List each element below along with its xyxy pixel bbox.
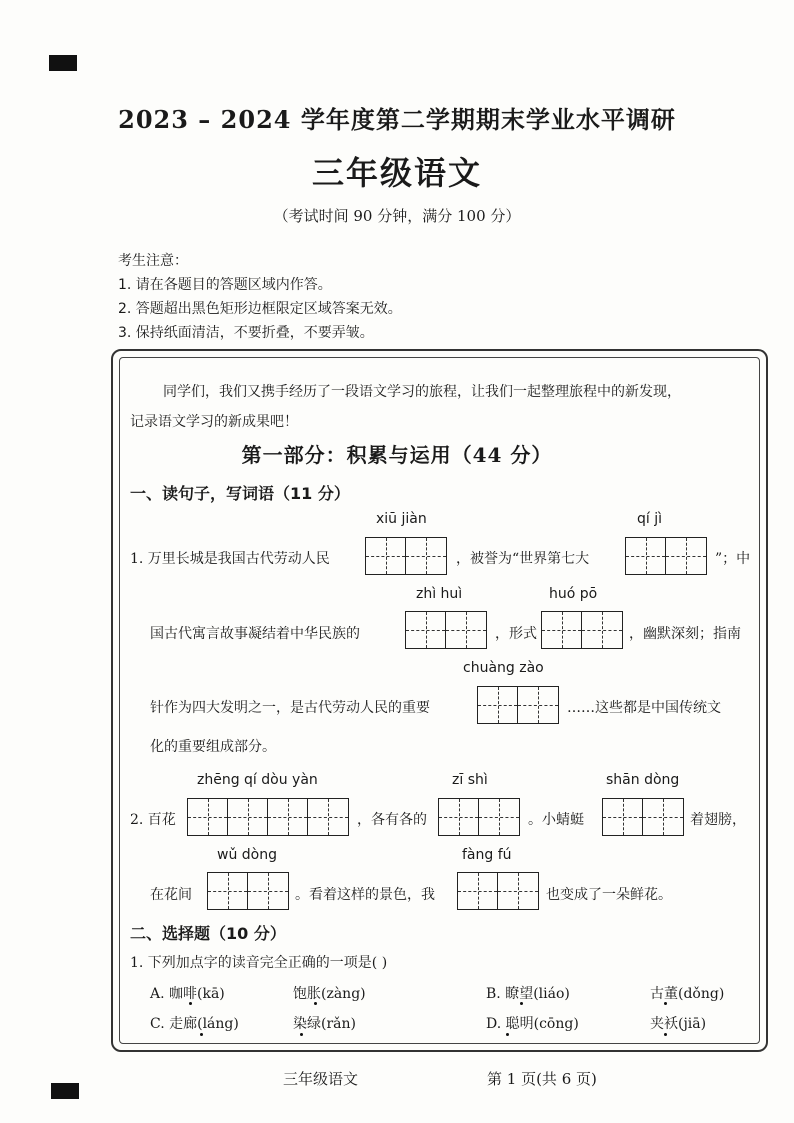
writing-grid[interactable] (541, 611, 623, 649)
writing-grid[interactable] (365, 537, 447, 575)
question-text: 着翅膀， (690, 812, 746, 828)
pinyin-label: huó pō (549, 586, 598, 602)
writing-grid[interactable] (438, 798, 520, 836)
part-title: 第一部分：积累与运用（44 分） (241, 443, 553, 467)
question-text: 1. 下列加点字的读音完全正确的一项是( ) (130, 955, 388, 971)
emphasis-dot (300, 1033, 303, 1036)
question-text: ，形式 (495, 626, 537, 642)
emphasis-dot (520, 1002, 523, 1005)
notice-item: 2. 答题超出黑色矩形边框限定区域答案无效。 (118, 301, 402, 317)
question-text: ，被誉为“世界第七大 (456, 551, 590, 567)
question-text: 。小蜻蜓 (528, 812, 584, 828)
emphasis-dot (314, 1002, 317, 1005)
writing-grid[interactable] (457, 872, 539, 910)
question-text: 在花间 (150, 887, 192, 903)
option-b-word: 古董(dǒng) (650, 986, 725, 1002)
question-text: 国古代寓言故事凝结着中华民族的 (150, 626, 360, 642)
pinyin-label: zī shì (452, 772, 488, 788)
question-text: ”；中 (715, 551, 751, 567)
registration-mark-top (49, 55, 77, 71)
notice-item: 1. 请在各题目的答题区域内作答。 (118, 277, 332, 293)
emphasis-dot (506, 1033, 509, 1036)
question-text: ，各有各的 (357, 812, 427, 828)
emphasis-dot (189, 1002, 192, 1005)
writing-grid[interactable] (405, 611, 487, 649)
question-text: ……这些都是中国传统文 (567, 700, 721, 716)
exam-info: （考试时间 90 分钟，满分 100 分） (273, 207, 521, 225)
question-text: 也变成了一朵鲜花。 (546, 887, 672, 903)
pinyin-label: qí jì (637, 511, 663, 527)
pinyin-label: xiū jiàn (376, 511, 427, 527)
option-b[interactable]: B. 瞭望(liáo) (486, 986, 570, 1002)
option-a[interactable]: A. 咖啡(kā) (150, 986, 225, 1002)
question-text: 针作为四大发明之一，是古代劳动人民的重要 (150, 700, 430, 716)
intro-line: 记录语文学习的新成果吧！ (130, 414, 298, 430)
subject-title: 三年级语文 (311, 154, 482, 192)
section-title: 一、读句子，写词语（11 分） (130, 484, 350, 503)
footer-subject: 三年级语文 (283, 1070, 359, 1088)
option-a-word: 饱胀(zàng) (293, 986, 366, 1002)
pinyin-label: zhì huì (416, 586, 463, 602)
exam-title: 2023 – 2024 学年度第二学期期末学业水平调研 (118, 105, 676, 134)
pinyin-label: zhēng qí dòu yàn (197, 772, 318, 788)
question-text: ，幽默深刻；指南 (629, 626, 741, 642)
question-text: 化的重要组成部分。 (150, 739, 276, 755)
emphasis-dot (664, 1002, 667, 1005)
pinyin-label: wǔ dòng (217, 847, 277, 863)
notice-item: 3. 保持纸面清洁，不要折叠，不要弄皱。 (118, 325, 374, 341)
section-title: 二、选择题（10 分） (130, 924, 286, 943)
footer-page-number: 第 1 页(共 6 页) (487, 1070, 597, 1088)
notice-heading: 考生注意： (118, 253, 188, 269)
writing-grid[interactable] (602, 798, 684, 836)
emphasis-dot (200, 1033, 203, 1036)
question-text: 2. 百花 (130, 812, 176, 828)
pinyin-label: shān dòng (606, 772, 680, 788)
question-text: 。看着这样的景色，我 (295, 887, 435, 903)
writing-grid[interactable] (477, 686, 559, 724)
registration-mark-bottom (51, 1083, 79, 1099)
writing-grid[interactable] (187, 798, 349, 836)
option-c-word: 染绿(rǎn) (293, 1016, 356, 1032)
intro-line: 同学们，我们又携手经历了一段语文学习的旅程，让我们一起整理旅程中的新发现， (163, 384, 681, 400)
option-d[interactable]: D. 聪明(cōng) (486, 1016, 579, 1032)
emphasis-dot (664, 1033, 667, 1036)
option-c[interactable]: C. 走廊(láng) (150, 1016, 239, 1032)
question-text: 1. 万里长城是我国古代劳动人民 (130, 551, 330, 567)
writing-grid[interactable] (625, 537, 707, 575)
option-d-word: 夹袄(jiā) (650, 1016, 707, 1032)
pinyin-label: chuàng zào (463, 660, 544, 676)
pinyin-label: fàng fú (462, 847, 512, 863)
writing-grid[interactable] (207, 872, 289, 910)
